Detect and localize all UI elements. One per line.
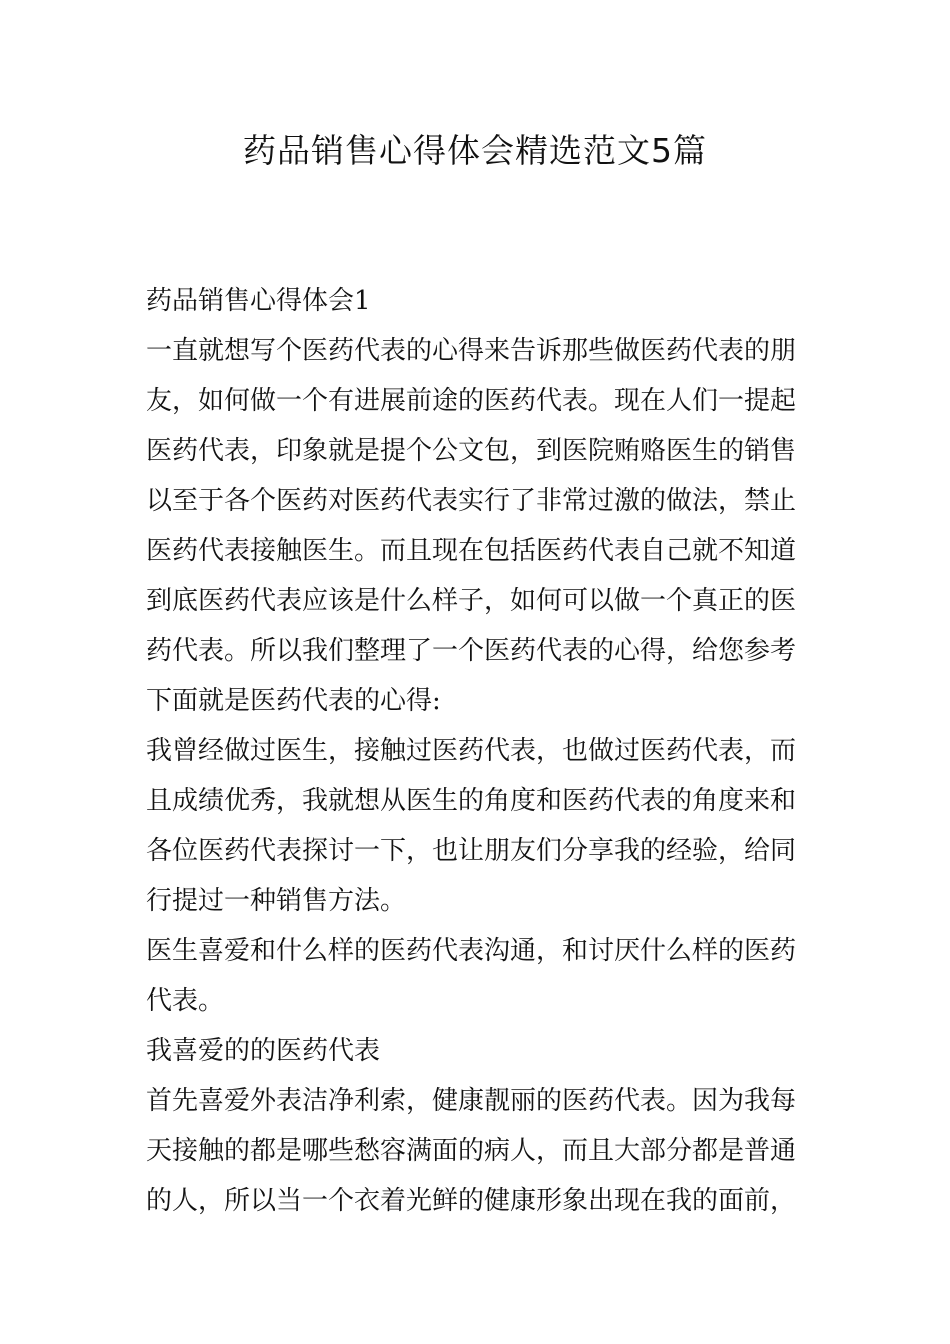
- text-line: 首先喜爱外表洁净利索，健康靓丽的医药代表。因为我每: [146, 1086, 797, 1116]
- text-line: 一直就想写个医药代表的心得来告诉那些做医药代表的朋: [146, 336, 797, 366]
- text-line: 医生喜爱和什么样的医药代表沟通，和讨厌什么样的医药: [146, 936, 797, 966]
- text-line: 代表。: [146, 986, 225, 1016]
- text-line: 我曾经做过医生，接触过医药代表，也做过医药代表，而: [146, 736, 797, 766]
- text-line: 药代表。所以我们整理了一个医药代表的心得，给您参考: [146, 636, 797, 666]
- text-line: 下面就是医药代表的心得:: [146, 686, 441, 716]
- text-line: 各位医药代表探讨一下，也让朋友们分享我的经验，给同: [146, 836, 797, 866]
- document-body: [146, 276, 810, 1226]
- text-line: 到底医药代表应该是什么样子，如何可以做一个真正的医: [146, 586, 797, 616]
- text-line: 的人，所以当一个衣着光鲜的健康形象出现在我的面前，: [146, 1186, 797, 1216]
- text-line: 医药代表接触医生。而且现在包括医药代表自己就不知道: [146, 536, 797, 566]
- document-title: 药品销售心得体会精选范文5篇: [243, 131, 707, 170]
- text-line: 且成绩优秀，我就想从医生的角度和医药代表的角度来和: [146, 786, 797, 816]
- text-line: 以至于各个医药对医药代表实行了非常过激的做法，禁止: [146, 486, 797, 516]
- text-line: 友，如何做一个有进展前途的医药代表。现在人们一提起: [146, 386, 797, 416]
- text-line: 天接触的都是哪些愁容满面的病人，而且大部分都是普通: [146, 1136, 797, 1166]
- text-line: 行提过一种销售方法。: [146, 886, 407, 916]
- subheading: 我喜爱的的医药代表: [146, 1036, 381, 1066]
- text-line: 医药代表，印象就是提个公文包，到医院贿赂医生的销售: [146, 436, 797, 466]
- section-heading: 药品销售心得体会1: [146, 286, 371, 316]
